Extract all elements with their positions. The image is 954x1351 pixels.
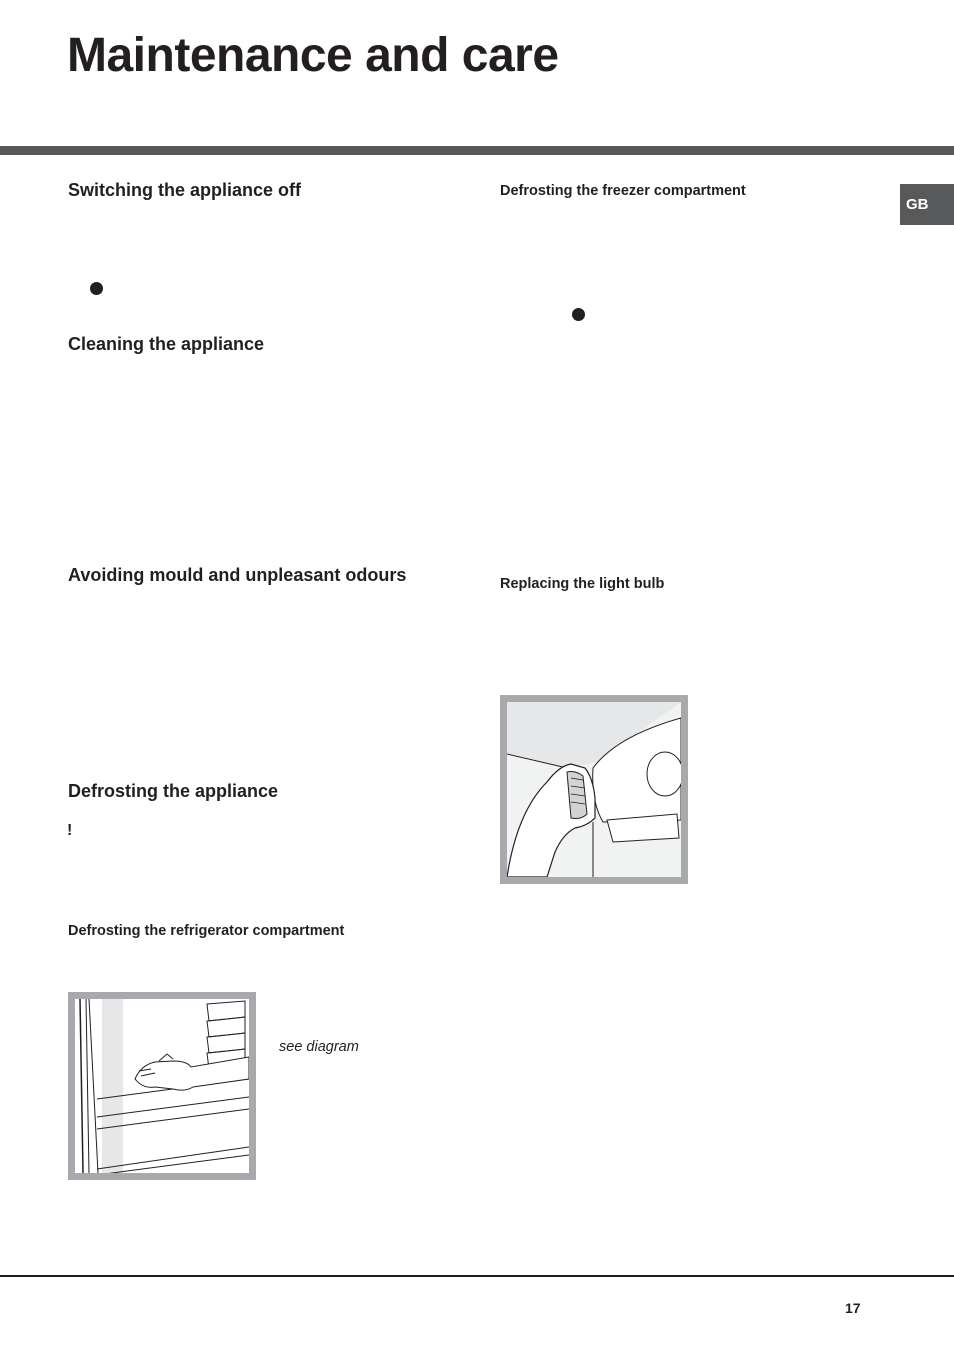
- bullet-icon: [90, 282, 103, 295]
- heading-defrost-fridge: Defrosting the refrigerator compartment: [68, 923, 345, 939]
- figure-fridge-defrost: [68, 992, 256, 1180]
- language-tab: GB: [900, 184, 954, 225]
- caption-see-diagram: see diagram: [279, 1039, 359, 1055]
- light-bulb-illustration: [507, 702, 681, 877]
- figure-light-bulb: [500, 695, 688, 884]
- bullet-icon: [572, 308, 585, 321]
- header-rule: [0, 146, 954, 155]
- heading-switching-off: Switching the appliance off: [68, 180, 302, 200]
- fridge-defrost-illustration: [75, 999, 249, 1173]
- heading-defrosting: Defrosting the appliance: [68, 781, 279, 801]
- footer-rule: [0, 1275, 954, 1277]
- heading-defrost-freezer: Defrosting the freezer compartment: [500, 183, 746, 199]
- warning-mark: !: [67, 822, 73, 839]
- heading-light-bulb: Replacing the light bulb: [500, 576, 665, 592]
- page-title: Maintenance and care: [67, 29, 559, 82]
- heading-mould-odours: Avoiding mould and unpleasant odours: [68, 565, 407, 585]
- heading-cleaning: Cleaning the appliance: [68, 334, 265, 354]
- page-number: 17: [845, 1300, 861, 1316]
